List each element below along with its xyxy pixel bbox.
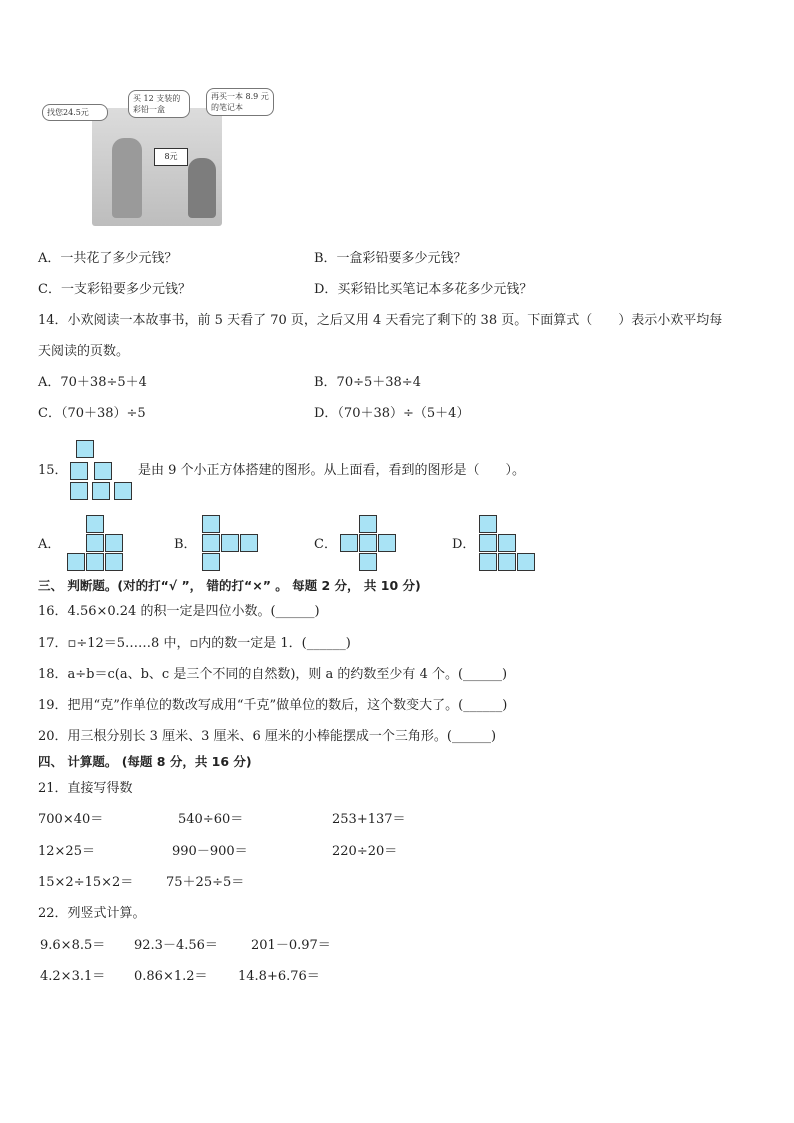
cube xyxy=(76,440,94,458)
cube-stack-figure xyxy=(68,438,138,504)
shopping-illustration xyxy=(40,86,280,231)
q14-option-c: C．（70＋38）÷5 xyxy=(38,406,146,421)
square xyxy=(221,534,239,552)
square xyxy=(340,534,358,552)
cube xyxy=(114,482,132,500)
square xyxy=(105,534,123,552)
speech-bubble-notebook: 再买一本 8.9 元的笔记本 xyxy=(206,88,274,116)
q15-option-c-figure xyxy=(340,515,400,573)
q21-item: 253+137＝ xyxy=(332,812,406,827)
square xyxy=(240,534,258,552)
section4-title: 四、 计算题。 (每题 8 分，共 16 分) xyxy=(38,754,252,769)
q22-item: 0.86×1.2＝ xyxy=(134,969,208,984)
square xyxy=(479,515,497,533)
section3-title: 三、 判断题。(对的打“√ ”， 错的打“×” 。 每题 2 分， 共 10 分) xyxy=(38,578,421,593)
square xyxy=(479,553,497,571)
q21-item: 75＋25÷5＝ xyxy=(166,875,245,890)
square xyxy=(359,553,377,571)
square xyxy=(498,534,516,552)
q22-item: 9.6×8.5＝ xyxy=(40,938,106,953)
q22-title: 22．列竖式计算。 xyxy=(38,906,146,921)
q21-item: 700×40＝ xyxy=(38,812,104,827)
q14-stem-line2: 天阅读的页数。 xyxy=(38,344,130,359)
q13-option-a: A．一共花了多少元钱？ xyxy=(38,251,178,266)
cube xyxy=(70,462,88,480)
square xyxy=(359,534,377,552)
square xyxy=(378,534,396,552)
q17: 17．▫÷12＝5……8 中，▫内的数一定是 1．(______) xyxy=(38,636,351,651)
square xyxy=(105,553,123,571)
speech-bubble-buy-pencils: 买 12 支装的彩铅一盒 xyxy=(128,90,190,118)
q15-option-d-label: D． xyxy=(452,537,476,552)
q21-item: 990－900＝ xyxy=(172,844,248,859)
price-sign: 8元 xyxy=(154,148,188,166)
q21-item: 12×25＝ xyxy=(38,844,95,859)
q15-option-b-label: B． xyxy=(174,537,197,552)
q22-item: 201－0.97＝ xyxy=(251,938,331,953)
square xyxy=(202,534,220,552)
square xyxy=(67,553,85,571)
q22-item: 14.8+6.76＝ xyxy=(238,969,320,984)
q15-number: 15． xyxy=(38,463,68,478)
square xyxy=(202,553,220,571)
q16: 16．4.56×0.24 的积一定是四位小数。(______) xyxy=(38,604,320,619)
square xyxy=(86,553,104,571)
q15-option-a-figure xyxy=(66,515,126,573)
q15-stem: 是由 9 个小正方体搭建的图形。从上面看，看到的图形是（ ）。 xyxy=(138,463,526,478)
square xyxy=(517,553,535,571)
q14-option-d: D．（70＋38）÷（5＋4） xyxy=(314,406,470,421)
q13-option-d: D．买彩铅比买笔记本多花多少元钱？ xyxy=(314,282,533,297)
square xyxy=(479,534,497,552)
square xyxy=(202,515,220,533)
q21-item: 15×2÷15×2＝ xyxy=(38,875,134,890)
q15-option-d-figure xyxy=(479,515,539,573)
shop-scene-image xyxy=(92,108,222,226)
square xyxy=(86,515,104,533)
speech-bubble-change: 找您24.5元 xyxy=(42,104,108,121)
q14-option-a: A．70＋38÷5＋4 xyxy=(38,375,147,390)
q13-option-c: C．一支彩铅要多少元钱？ xyxy=(38,282,191,297)
customer-figure xyxy=(188,158,216,218)
q21-title: 21．直接写得数 xyxy=(38,781,133,796)
q15-option-b-figure xyxy=(202,515,262,573)
square xyxy=(498,553,516,571)
square xyxy=(86,534,104,552)
cashier-figure xyxy=(112,138,142,218)
q18: 18．a÷b＝c(a、b、c 是三个不同的自然数)，则 a 的约数至少有 4 个。(______) xyxy=(38,667,508,682)
q15-option-c-label: C． xyxy=(314,537,337,552)
cube xyxy=(94,462,112,480)
q14-stem-line1: 14．小欢阅读一本故事书，前 5 天看了 70 页，之后又用 4 天看完了剩下的 38 页。下面算式（ ）表示小欢平均每 xyxy=(38,313,723,328)
q13-option-b: B．一盒彩铅要多少元钱？ xyxy=(314,251,467,266)
q22-item: 4.2×3.1＝ xyxy=(40,969,106,984)
cube xyxy=(92,482,110,500)
q15-option-a-label: A． xyxy=(38,537,61,552)
q20: 20．用三根分别长 3 厘米、3 厘米、6 厘米的小棒能摆成一个三角形。(______) xyxy=(38,729,497,744)
q22-item: 92.3－4.56＝ xyxy=(134,938,218,953)
q19: 19．把用“克”作单位的数改写成用“千克”做单位的数后，这个数变大了。(______) xyxy=(38,698,508,713)
cube xyxy=(70,482,88,500)
q21-item: 540÷60＝ xyxy=(178,812,244,827)
square xyxy=(359,515,377,533)
q14-option-b: B．70÷5＋38÷4 xyxy=(314,375,421,390)
q21-item: 220÷20＝ xyxy=(332,844,398,859)
